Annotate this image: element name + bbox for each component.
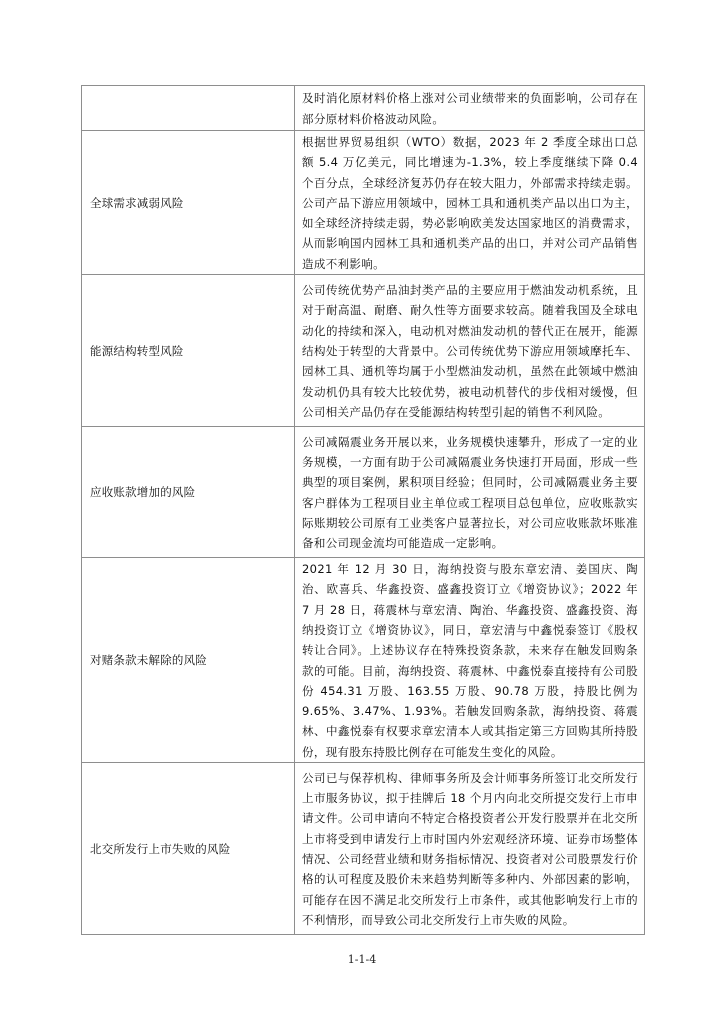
table-row (82, 275, 645, 427)
risk-description: 公司传统优势产品油封类产品的主要应用于燃油发动机系统，且对于耐高温、耐磨、耐久性等方面要求较高。随着我国及全球电动化的持续和深入，电动机对燃油发动机的替代正在展开，能源结构处于转型的大背景中。公司传统优势下游应用领域摩托车、园林工具、通机等均属于小型燃油发动机，虽然在此领域中燃油发动机仍具有较大比较优势，被电动机替代的步伐相对缓慢，但公司相关产品仍存在受能源结构转型引起的销售不利风险。 (295, 275, 645, 427)
risk-description: 及时消化原材料价格上涨对公司业绩带来的负面影响，公司存在部分原材料价格波动风险。 (295, 86, 645, 131)
page-number: 1-1-4 (347, 953, 377, 966)
table-row (82, 131, 645, 275)
risk-name (82, 86, 295, 131)
risk-name: 北交所发行上市失败的风险 (82, 763, 295, 935)
table-row (82, 763, 645, 935)
risk-description: 2021 年 12 月 30 日，海纳投资与股东章宏清、姜国庆、陶治、欧喜兵、华鑫投资、盛鑫投资订立《增资协议》；2022 年 7 月 28 日，蒋震林与章宏清、陶治、华鑫投资、盛鑫投资、海纳投资订立《增资协议》，同日，章宏清与中鑫悦泰签订《股权转让合同》。上述协议存在特殊投资条款，未来存在触发回购条款的可能。目前，海纳投资、蒋震林、中鑫悦泰直接持有公司股份 454.31 万股、163.55 万股、90.78 万股，持股比例为 9.65%、3.47%、1.93%。若触发回购条款，海纳投资、蒋震林、中鑫悦泰有权要求章宏清本人或其指定第三方回购其所持股份，现有股东持股比例存在可能发生变化的风险。 (295, 558, 645, 763)
risk-description: 根据世界贸易组织（WTO）数据，2023 年 2 季度全球出口总额 5.4 万亿美元，同比增速为-1.3%，较上季度继续下降 0.4 个百分点，全球经济复苏仍存在较大阻力，外部需求持续走弱。公司产品下游应用领域中，园林工具和通机类产品以出口为主，如全球经济持续走弱，势必影响欧美发达国家地区的消费需求，从而影响国内园林工具和通机类产品的出口，并对公司产品销售造成不利影响。 (295, 131, 645, 275)
risk-table (81, 85, 645, 935)
table-row (82, 558, 645, 763)
risk-description: 公司减隔震业务开展以来，业务规模快速攀升，形成了一定的业务规模，一方面有助于公司减隔震业务快速打开局面，形成一些典型的项目案例，累积项目经验；但同时，公司减隔震业务主要客户群体为工程项目业主单位或工程项目总包单位，应收账款实际账期较公司原有工业类客户显著拉长，对公司应收账款坏账准备和公司现金流均可能造成一定影响。 (295, 427, 645, 558)
table-row (82, 427, 645, 558)
table-row (82, 86, 645, 131)
risk-name: 对赌条款未解除的风险 (82, 558, 295, 763)
risk-name: 能源结构转型风险 (82, 275, 295, 427)
risk-description: 公司已与保荐机构、律师事务所及会计师事务所签订北交所发行上市服务协议，拟于挂牌后 18 个月内向北交所提交发行上市申请文件。公司申请向不特定合格投资者公开发行股票并在北交所上市将受到申请发行上市时国内外宏观经济环境、证券市场整体情况、公司经营业绩和财务指标情况、投资者对公司股票发行价格的认可程度及股价未来趋势判断等多种内、外部因素的影响，可能存在因不满足北交所发行上市条件，或其他影响发行上市的不利情形，而导致公司北交所发行上市失败的风险。 (295, 763, 645, 935)
risk-name: 全球需求减弱风险 (82, 131, 295, 275)
risk-name: 应收账款增加的风险 (82, 427, 295, 558)
